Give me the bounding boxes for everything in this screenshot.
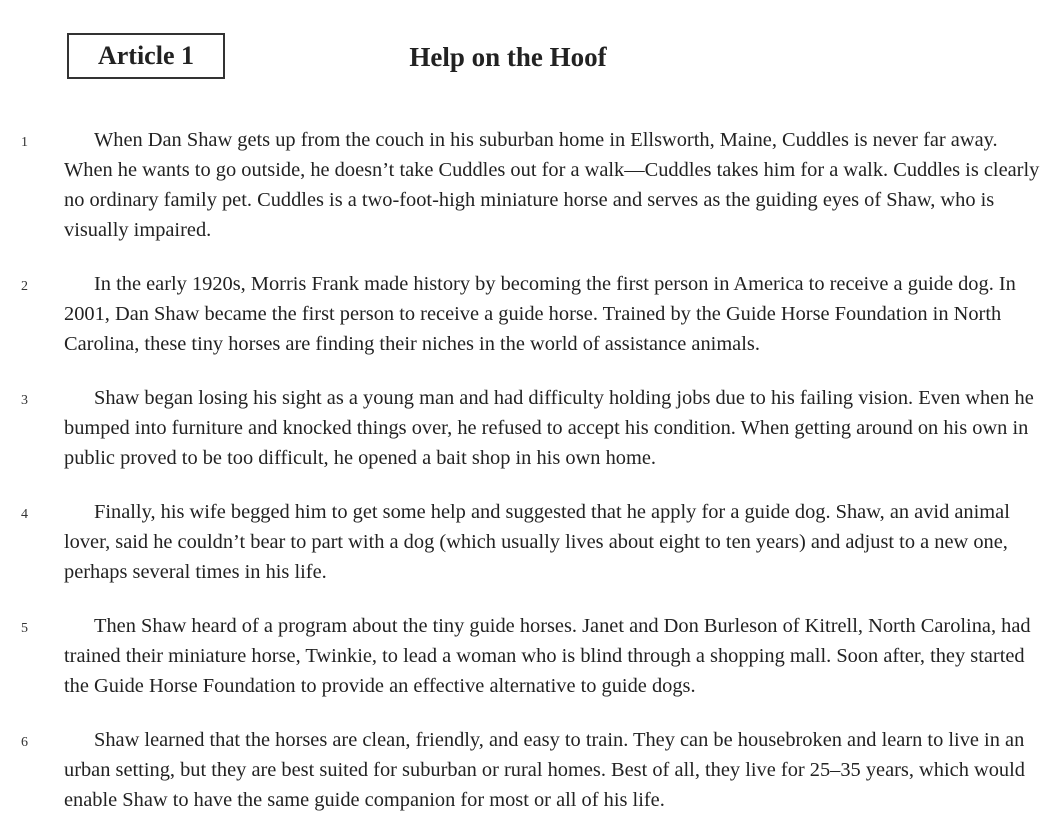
paragraph-5 (0, 611, 1058, 725)
paragraph-6 (0, 725, 1058, 839)
paragraph-number: 4 (21, 507, 28, 522)
paragraph-number: 5 (21, 621, 28, 636)
paragraph-text: Shaw began losing his sight as a young man and had difficulty holding jobs due to his failing vision. Even when he bumped into furniture and knocked things over, he refused to accept his condition. When getting around on his own in public proved to be too difficult, he opened a bait shop in his own home. (64, 387, 1034, 469)
paragraph-text: In the early 1920s, Morris Frank made history by becoming the first person in America to receive a guide dog. In 2001, Dan Shaw became the first person to receive a guide horse. Trained by the Guide Horse Foundation in North Carolina, these tiny horses are finding their niches in the world of assistance animals. (64, 273, 1016, 355)
paragraph-4 (0, 497, 1058, 611)
paragraph-text: Shaw learned that the horses are clean, friendly, and easy to train. They can be housebroken and learn to live in an urban setting, but they are best suited for suburban or rural homes. Best of all, they live for 25–35 years, which would enable Shaw to have the same guide companion for most or all of his life. (64, 729, 1025, 811)
paragraph-number: 2 (21, 279, 28, 294)
paragraph-text: Then Shaw heard of a program about the tiny guide horses. Janet and Don Burleson of Kitrell, North Carolina, had trained their miniature horse, Twinkie, to lead a woman who is blind through a shopping mall. Soon after, they started the Guide Horse Foundation to provide an effective alternative to guide dogs. (64, 615, 1031, 697)
paragraph-2 (0, 269, 1058, 383)
paragraph-1 (0, 125, 1058, 269)
article-body (0, 125, 1058, 839)
article-title: Help on the Hoof (409, 42, 607, 72)
paragraph-3 (0, 383, 1058, 497)
paragraph-text: When Dan Shaw gets up from the couch in his suburban home in Ellsworth, Maine, Cuddles is never far away. When he wants to go outside, he doesn’t take Cuddles out for a walk—Cuddles takes him for a walk. Cuddles is clearly no ordinary family pet. Cuddles is a two-foot-high miniature horse and serves as the guiding eyes of Shaw, who is visually impaired. (64, 129, 1040, 241)
paragraph-number: 3 (21, 393, 28, 408)
article-label: Article 1 (67, 33, 225, 79)
paragraph-text: Finally, his wife begged him to get some help and suggested that he apply for a guide dog. Shaw, an avid animal lover, said he couldn’t bear to part with a dog (which usually lives about eight to ten years) and adjust to a new one, perhaps several times in his life. (64, 501, 1010, 583)
paragraph-number: 6 (21, 735, 28, 750)
paragraph-number: 1 (21, 135, 28, 150)
